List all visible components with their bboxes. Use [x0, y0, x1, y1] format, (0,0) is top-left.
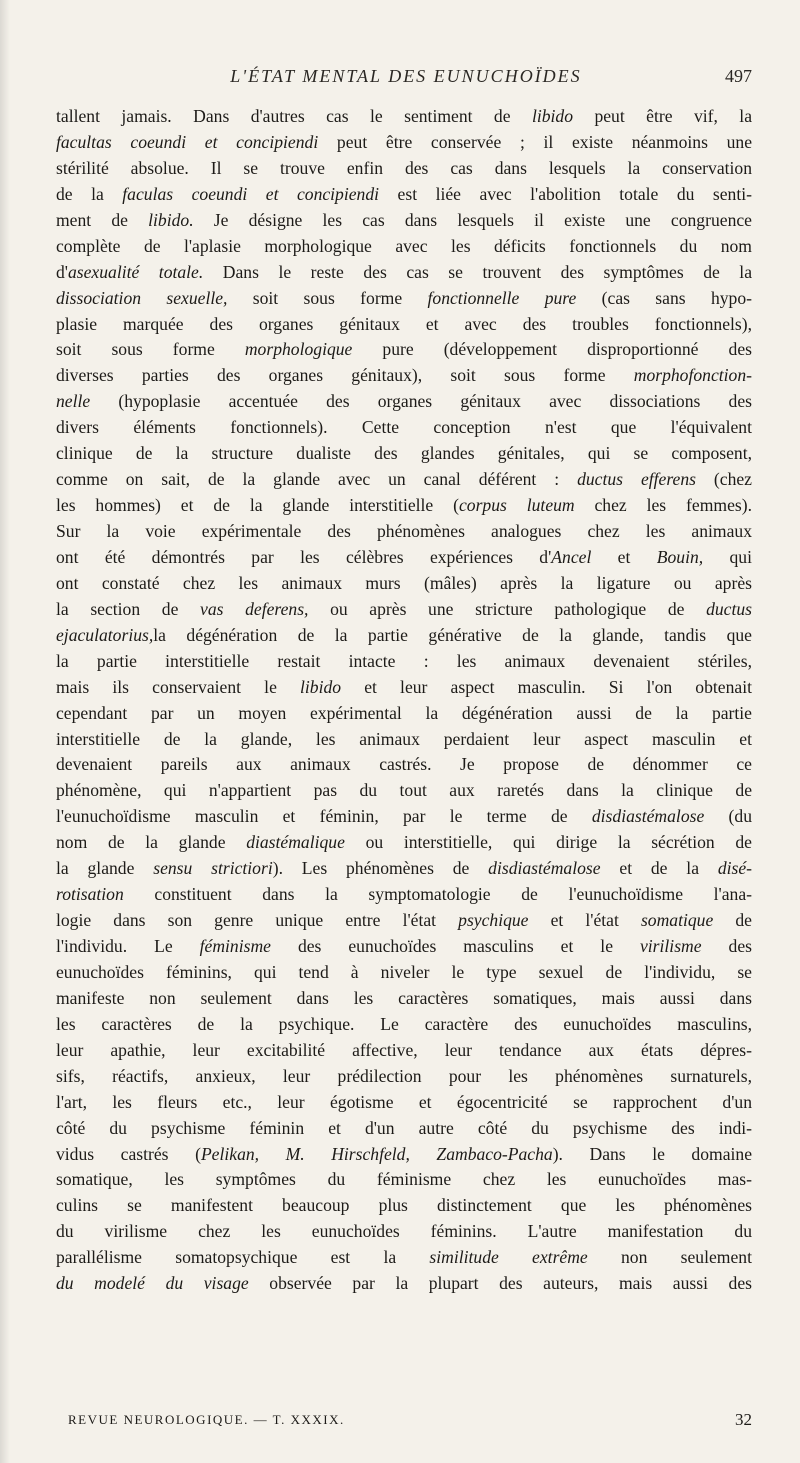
text-line	[56, 337, 752, 363]
text-segment: parallélisme somatopsychique est la	[56, 1247, 430, 1268]
text-segment: logie dans son genre unique entre l'état	[56, 910, 459, 931]
text-line	[56, 778, 752, 804]
italic-text: morphofonction-	[633, 365, 752, 386]
text-segment: ment de	[56, 209, 149, 230]
text-segment: (cas sans hypo-	[576, 287, 752, 308]
text-segment: ). Les phénomènes de	[272, 858, 489, 879]
text-line	[56, 804, 752, 830]
text-segment: devenaient pareils aux animaux castrés. Je propose de dénommer ce	[56, 754, 752, 775]
text-segment: peut être vif, la	[573, 106, 752, 126]
text-line	[56, 1116, 752, 1142]
text-line	[56, 675, 752, 701]
text-line	[56, 1064, 752, 1090]
italic-text: disdiastémalose	[488, 858, 601, 879]
page-footer	[68, 1412, 752, 1436]
text-segment: pure (développement disproportionné des	[352, 339, 752, 360]
text-segment: (hypoplasie accentuée des organes génitaux avec dissociations des	[90, 391, 752, 412]
text-segment: et	[591, 546, 657, 567]
text-segment: sifs, réactifs, anxieux, leur prédilection pour les phénomènes surnaturels,	[56, 1065, 752, 1086]
text-line	[56, 649, 752, 675]
italic-text: nelle	[56, 391, 91, 412]
text-line	[56, 467, 752, 493]
text-segment: la section de	[56, 598, 201, 619]
text-line	[56, 597, 752, 623]
italic-text: diastémalique	[246, 832, 345, 853]
italic-text: vas deferens,	[200, 598, 309, 619]
text-line	[56, 571, 752, 597]
italic-text: ductus	[706, 598, 752, 619]
text-line	[56, 1219, 752, 1245]
italic-text: sensu strictiori	[153, 858, 273, 879]
body-text	[56, 104, 752, 1297]
text-segment: ). Dans le domaine	[552, 1143, 752, 1164]
text-segment: ou interstitielle, qui dirige la sécrétion de	[344, 832, 752, 853]
text-segment: la glande	[56, 858, 154, 879]
text-line	[56, 286, 752, 312]
text-line	[56, 1012, 752, 1038]
text-segment: stérilité absolue. Il se trouve enfin des cas dans lesquels la conservation	[56, 157, 752, 178]
text-segment: ont constaté chez les animaux murs (mâles) après la ligature ou après	[56, 572, 752, 593]
text-segment: Sur la voie expérimentale des phénomènes analogues chez les animaux	[56, 521, 752, 541]
italic-text: asexualité totale.	[67, 261, 204, 282]
text-segment: comme on sait, de la glande avec un canal déférent :	[56, 469, 578, 490]
text-segment: tallent jamais. Dans d'autres cas le sentiment de	[56, 106, 532, 126]
text-segment: phénomène, qui n'appartient pas du tout aux raretés dans la clinique de	[56, 780, 752, 801]
text-segment: d'	[56, 261, 68, 282]
text-segment: des eunuchoïdes masculins et le	[270, 936, 640, 956]
text-line	[56, 312, 752, 338]
text-segment: divers éléments fonctionnels). Cette conception n'est que l'équivalent	[56, 417, 752, 438]
text-segment: (du	[704, 806, 752, 827]
italic-text: Pelikan, M. Hirschfeld, Zambaco-Pacha	[200, 1143, 553, 1164]
running-title: L'ÉTAT MENTAL DES EUNUCHOÏDES	[230, 66, 582, 86]
text-segment: l'eunuchoïdisme masculin et féminin, par le terme de	[56, 806, 592, 827]
text-line	[56, 727, 752, 753]
text-segment: la partie interstitielle restait intacte : les animaux devenaient stériles,	[56, 650, 752, 671]
italic-text: similitude extrême	[429, 1247, 588, 1268]
text-segment: soit sous forme	[56, 339, 245, 360]
italic-text: Bouin,	[656, 546, 704, 567]
italic-text: Ancel	[551, 546, 592, 567]
text-segment: et l'état	[528, 910, 641, 931]
italic-text: féminisme	[199, 936, 271, 956]
italic-text: somatique	[640, 910, 714, 931]
text-line	[56, 752, 752, 778]
text-segment: la dégénération de la partie générative de la glande, tandis que	[153, 624, 752, 645]
italic-text: disé-	[717, 858, 752, 879]
text-line	[56, 182, 752, 208]
text-segment: mais ils conservaient le	[56, 676, 301, 697]
text-segment: constituent dans la symptomatologie de l'eunuchoïdisme l'ana-	[123, 884, 752, 905]
text-segment: manifeste non seulement dans les caractères somatiques, mais aussi dans	[56, 987, 752, 1008]
italic-text: disdiastémalose	[591, 806, 705, 827]
text-segment: non seulement	[587, 1247, 752, 1268]
italic-text: libido	[531, 106, 574, 126]
page-number: 497	[725, 66, 752, 86]
text-segment: Dans le reste des cas se trouvent des symptômes de la	[203, 261, 752, 282]
text-line	[56, 363, 752, 389]
text-line	[56, 1167, 752, 1193]
italic-text: virilisme	[639, 936, 702, 956]
text-segment: cependant par un moyen expérimental la dégénération aussi de la partie	[56, 702, 752, 723]
text-line	[56, 1090, 752, 1116]
text-segment: l'art, les fleurs etc., leur égotisme et égocentricité se rapprochent d'un	[56, 1091, 752, 1112]
text-line	[56, 156, 752, 182]
text-line	[56, 130, 752, 156]
text-line	[56, 1142, 752, 1168]
text-line	[56, 830, 752, 856]
journal-footer: REVUE NEUROLOGIQUE. — T. XXXIX.	[68, 1412, 345, 1427]
text-line	[56, 1193, 752, 1219]
text-segment: l'individu. Le	[56, 936, 200, 956]
text-segment: interstitielle de la glande, les animaux perdaient leur aspect masculin et	[56, 728, 752, 749]
text-segment: vidus castrés (	[56, 1143, 201, 1164]
text-segment: les caractères de la psychique. Le caractère des eunuchoïdes masculins,	[56, 1013, 752, 1034]
text-segment: les hommes) et de la glande interstitielle (	[56, 495, 459, 516]
italic-text: fonctionnelle pure	[427, 287, 577, 308]
text-segment: côté du psychisme féminin et d'un autre côté du psychisme des indi-	[56, 1117, 752, 1138]
text-segment: somatique, les symptômes du féminisme chez les eunuchoïdes mas-	[56, 1169, 752, 1190]
text-segment: (chez	[695, 469, 752, 490]
text-segment: nom de la glande	[56, 832, 247, 853]
italic-text: rotisation	[56, 884, 124, 905]
text-line	[56, 545, 752, 571]
text-segment: Je désigne les cas dans lesquels il existe une congruence	[193, 209, 752, 230]
text-line	[56, 1038, 752, 1064]
text-segment: du virilisme chez les eunuchoïdes féminins. L'autre manifestation du	[56, 1221, 752, 1242]
text-line	[56, 960, 752, 986]
text-segment: culins se manifestent beaucoup plus distinctement que les phénomènes	[56, 1195, 752, 1216]
text-segment: est liée avec l'abolition totale du senti-	[379, 183, 752, 204]
text-line	[56, 908, 752, 934]
italic-text: ejaculatorius,	[56, 624, 154, 645]
text-segment: de la	[56, 183, 123, 204]
text-segment: ou après une stricture pathologique de	[308, 598, 707, 619]
italic-text: psychique	[458, 910, 529, 931]
italic-text: facultas coeundi et concipiendi	[56, 131, 319, 152]
text-line	[56, 519, 752, 545]
italic-text: faculas coeundi et concipiendi	[122, 183, 380, 204]
signature-number: 32	[735, 1410, 752, 1429]
text-segment: diverses parties des organes génitaux), soit sous forme	[56, 365, 634, 386]
text-line	[56, 623, 752, 649]
running-head	[60, 66, 752, 96]
text-segment: ont été démontrés par les célèbres expériences d'	[56, 546, 552, 567]
text-line	[56, 986, 752, 1012]
text-segment: eunuchoïdes féminins, qui tend à niveler le type sexuel de l'individu, se	[56, 961, 752, 982]
text-line	[56, 104, 752, 130]
text-line	[56, 934, 752, 960]
text-segment: leur apathie, leur excitabilité affective, leur tendance aux états dépres-	[56, 1039, 752, 1060]
italic-text: dissociation sexuelle,	[56, 287, 228, 308]
text-line	[56, 1245, 752, 1271]
text-segment: qui	[703, 546, 752, 567]
italic-text: du modelé du visage	[56, 1273, 249, 1294]
italic-text: libido	[300, 676, 342, 697]
text-segment: plasie marquée des organes génitaux et avec des troubles fonctionnels),	[56, 313, 752, 334]
italic-text: corpus luteum	[458, 495, 575, 516]
text-line	[56, 701, 752, 727]
text-segment: et leur aspect masculin. Si l'on obtenait	[341, 676, 752, 697]
text-line	[56, 493, 752, 519]
italic-text: morphologique	[244, 339, 353, 360]
text-line	[56, 208, 752, 234]
italic-text: ductus efferens	[577, 469, 696, 490]
text-line	[56, 260, 752, 286]
text-segment: clinique de la structure dualiste des glandes génitales, qui se composent,	[56, 443, 752, 464]
text-line	[56, 856, 752, 882]
page-edge-shadow	[0, 0, 10, 1463]
text-segment: de	[713, 910, 752, 931]
text-line	[56, 389, 752, 415]
text-segment: complète de l'aplasie morphologique avec les déficits fonctionnels du nom	[56, 235, 752, 256]
text-segment: peut être conservée ; il existe néanmoins une	[318, 131, 752, 152]
text-segment: des	[701, 936, 752, 956]
text-segment: et de la	[600, 858, 718, 879]
text-segment: chez les femmes).	[574, 495, 752, 516]
text-segment: observée par la plupart des auteurs, mais aussi des	[248, 1273, 752, 1294]
text-line	[56, 882, 752, 908]
text-line	[56, 415, 752, 441]
italic-text: libido.	[148, 209, 194, 230]
text-segment: soit sous forme	[227, 287, 428, 308]
text-line	[56, 234, 752, 260]
text-line	[56, 1271, 752, 1297]
text-line	[56, 441, 752, 467]
